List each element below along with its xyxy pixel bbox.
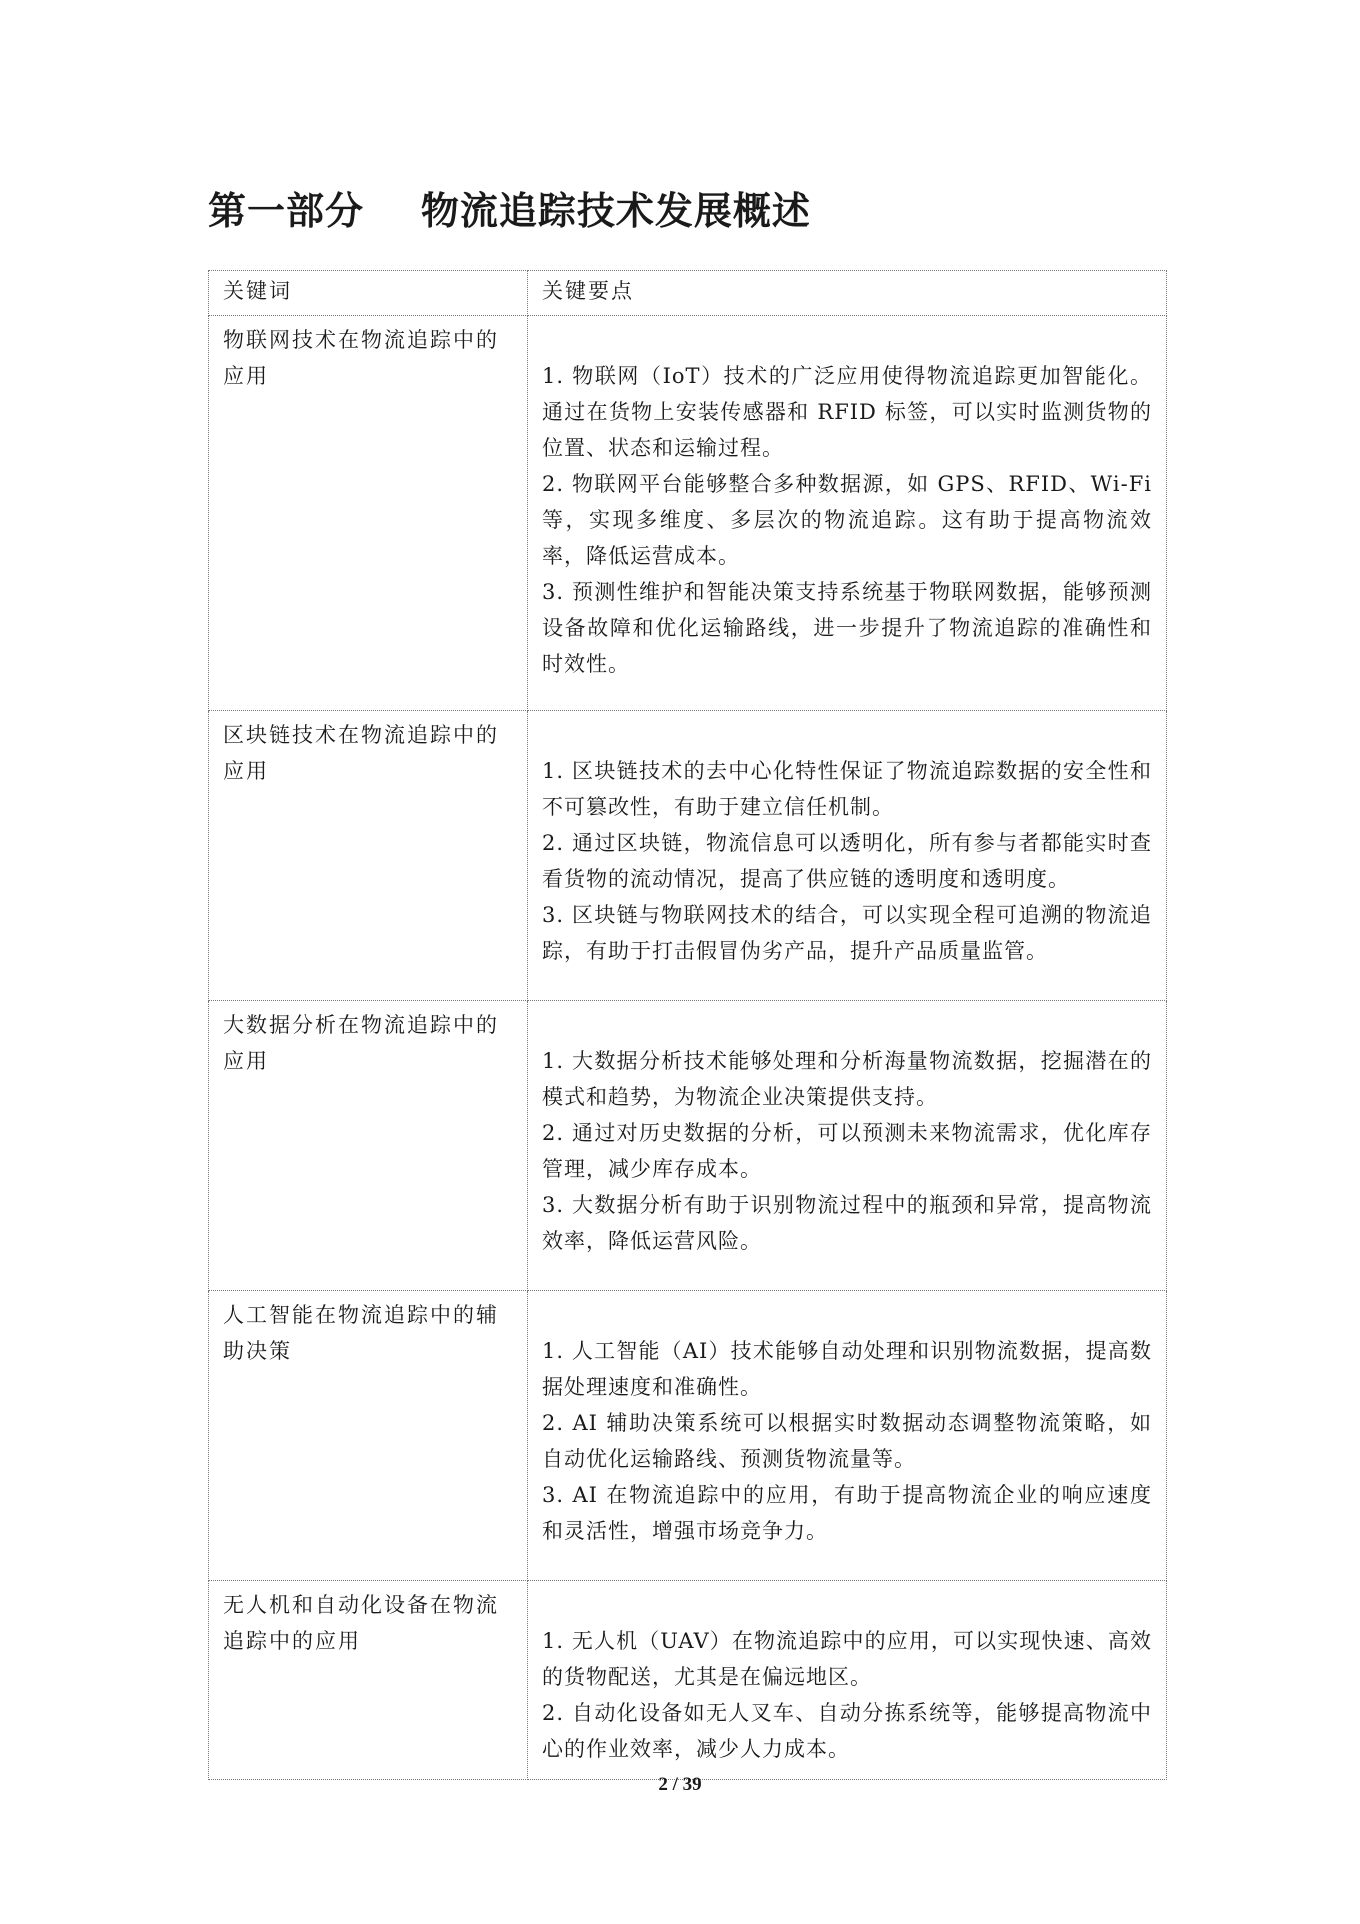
key-point: 2. 通过区块链，物流信息可以透明化，所有参与者都能实时查看货物的流动情况，提高了供应链的透明度和透明度。 bbox=[542, 831, 1152, 891]
key-point: 1. 物联网（IoT）技术的广泛应用使得物流追踪更加智能化。通过在货物上安装传感器和 RFID 标签，可以实时监测货物的位置、状态和运输过程。 bbox=[542, 364, 1152, 460]
table-header-row bbox=[209, 271, 1167, 316]
key-point: 3. AI 在物流追踪中的应用，有助于提高物流企业的响应速度和灵活性，增强市场竞争力。 bbox=[542, 1483, 1152, 1543]
key-point: 3. 大数据分析有助于识别物流过程中的瓶颈和异常，提高物流效率，降低运营风险。 bbox=[542, 1193, 1152, 1253]
key-point: 1. 无人机（UAV）在物流追踪中的应用，可以实现快速、高效的货物配送，尤其是在偏远地区。 bbox=[542, 1629, 1152, 1689]
table-row bbox=[209, 316, 1167, 711]
keyword-cell: 无人机和自动化设备在物流追踪中的应用 bbox=[209, 1581, 528, 1780]
key-points-cell bbox=[528, 316, 1167, 711]
keypoints-table bbox=[208, 270, 1167, 1780]
key-points-cell bbox=[528, 1001, 1167, 1291]
key-point: 2. AI 辅助决策系统可以根据实时数据动态调整物流策略，如自动优化运输路线、预测货物流量等。 bbox=[542, 1411, 1152, 1471]
key-point: 2. 物联网平台能够整合多种数据源，如 GPS、RFID、Wi-Fi 等，实现多维度、多层次的物流追踪。这有助于提高物流效率，降低运营成本。 bbox=[542, 472, 1152, 568]
key-point: 3. 预测性维护和智能决策支持系统基于物联网数据，能够预测设备故障和优化运输路线，进一步提升了物流追踪的准确性和时效性。 bbox=[542, 580, 1152, 676]
key-point: 1. 人工智能（AI）技术能够自动处理和识别物流数据，提高数据处理速度和准确性。 bbox=[542, 1339, 1152, 1399]
header-keyword: 关键词 bbox=[209, 271, 528, 316]
key-point: 2. 通过对历史数据的分析，可以预测未来物流需求，优化库存管理，减少库存成本。 bbox=[542, 1121, 1152, 1181]
header-key-points: 关键要点 bbox=[528, 271, 1167, 316]
key-points-cell bbox=[528, 711, 1167, 1001]
keyword-cell: 区块链技术在物流追踪中的应用 bbox=[209, 711, 528, 1001]
key-points-cell bbox=[528, 1291, 1167, 1581]
keyword-cell: 人工智能在物流追踪中的辅助决策 bbox=[209, 1291, 528, 1581]
page-title: 第一部分 物流追踪技术发展概述 bbox=[208, 188, 811, 233]
key-point: 3. 区块链与物联网技术的结合，可以实现全程可追溯的物流追踪，有助于打击假冒伪劣产品，提升产品质量监管。 bbox=[542, 903, 1152, 963]
key-point: 1. 区块链技术的去中心化特性保证了物流追踪数据的安全性和不可篡改性，有助于建立信任机制。 bbox=[542, 759, 1152, 819]
table-row bbox=[209, 1581, 1167, 1780]
keyword-cell: 大数据分析在物流追踪中的应用 bbox=[209, 1001, 528, 1291]
key-point: 1. 大数据分析技术能够处理和分析海量物流数据，挖掘潜在的模式和趋势，为物流企业决策提供支持。 bbox=[542, 1049, 1152, 1109]
key-points-cell bbox=[528, 1581, 1167, 1780]
keyword-cell: 物联网技术在物流追踪中的应用 bbox=[209, 316, 528, 711]
table-row bbox=[209, 711, 1167, 1001]
key-point: 2. 自动化设备如无人叉车、自动分拣系统等，能够提高物流中心的作业效率，减少人力成本。 bbox=[542, 1701, 1152, 1761]
table-row bbox=[209, 1291, 1167, 1581]
table-row bbox=[209, 1001, 1167, 1291]
page-number: 2 / 39 bbox=[658, 1774, 702, 1795]
